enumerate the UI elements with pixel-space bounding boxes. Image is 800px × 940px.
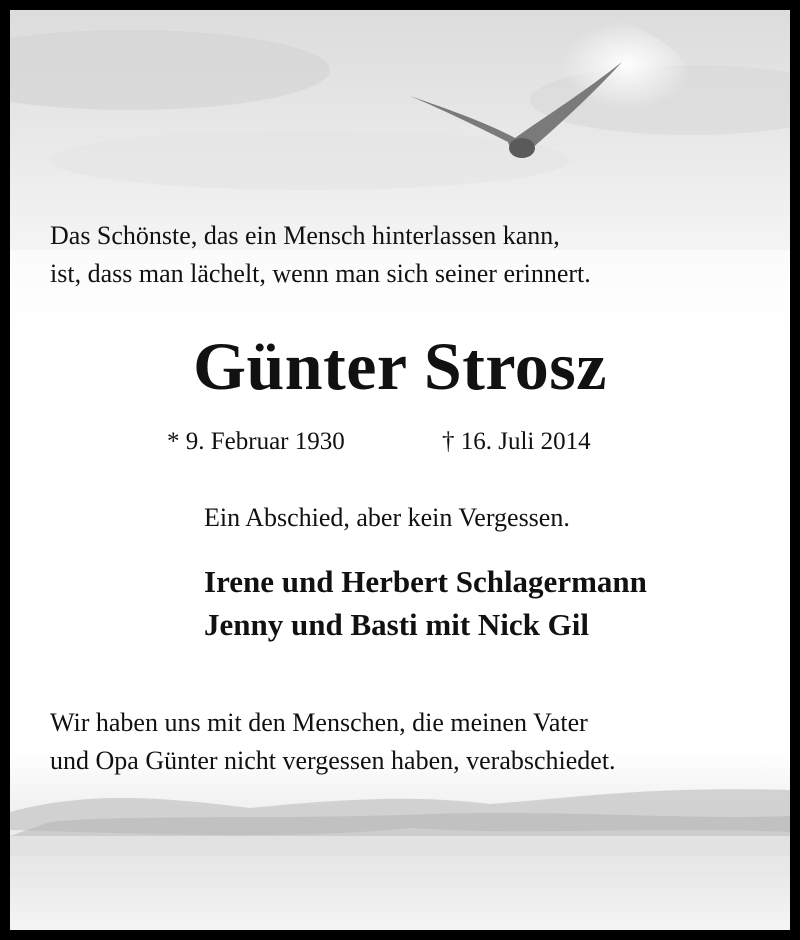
- birth-date: * 9. Februar 1930: [167, 428, 345, 455]
- mourners-list: [204, 560, 647, 646]
- death-date: † 16. Juli 2014: [442, 428, 591, 455]
- farewell-line: Ein Abschied, aber kein Vergessen.: [204, 503, 570, 532]
- mourner-line: Jenny und Basti mit Nick Gil: [204, 607, 589, 642]
- closing-line: und Opa Günter nicht vergessen haben, verabschiedet.: [50, 746, 616, 775]
- quote-line: Das Schönste, das ein Mensch hinterlassen kann,: [50, 221, 560, 250]
- mourner-line: Irene und Herbert Schlagermann: [204, 564, 647, 599]
- closing-note: [50, 704, 616, 780]
- memorial-quote: [50, 217, 591, 293]
- closing-line: Wir haben uns mit den Menschen, die meinen Vater: [50, 708, 588, 737]
- deceased-name: Günter Strosz: [193, 328, 607, 404]
- quote-line: ist, dass man lächelt, wenn man sich seiner erinnert.: [50, 259, 591, 288]
